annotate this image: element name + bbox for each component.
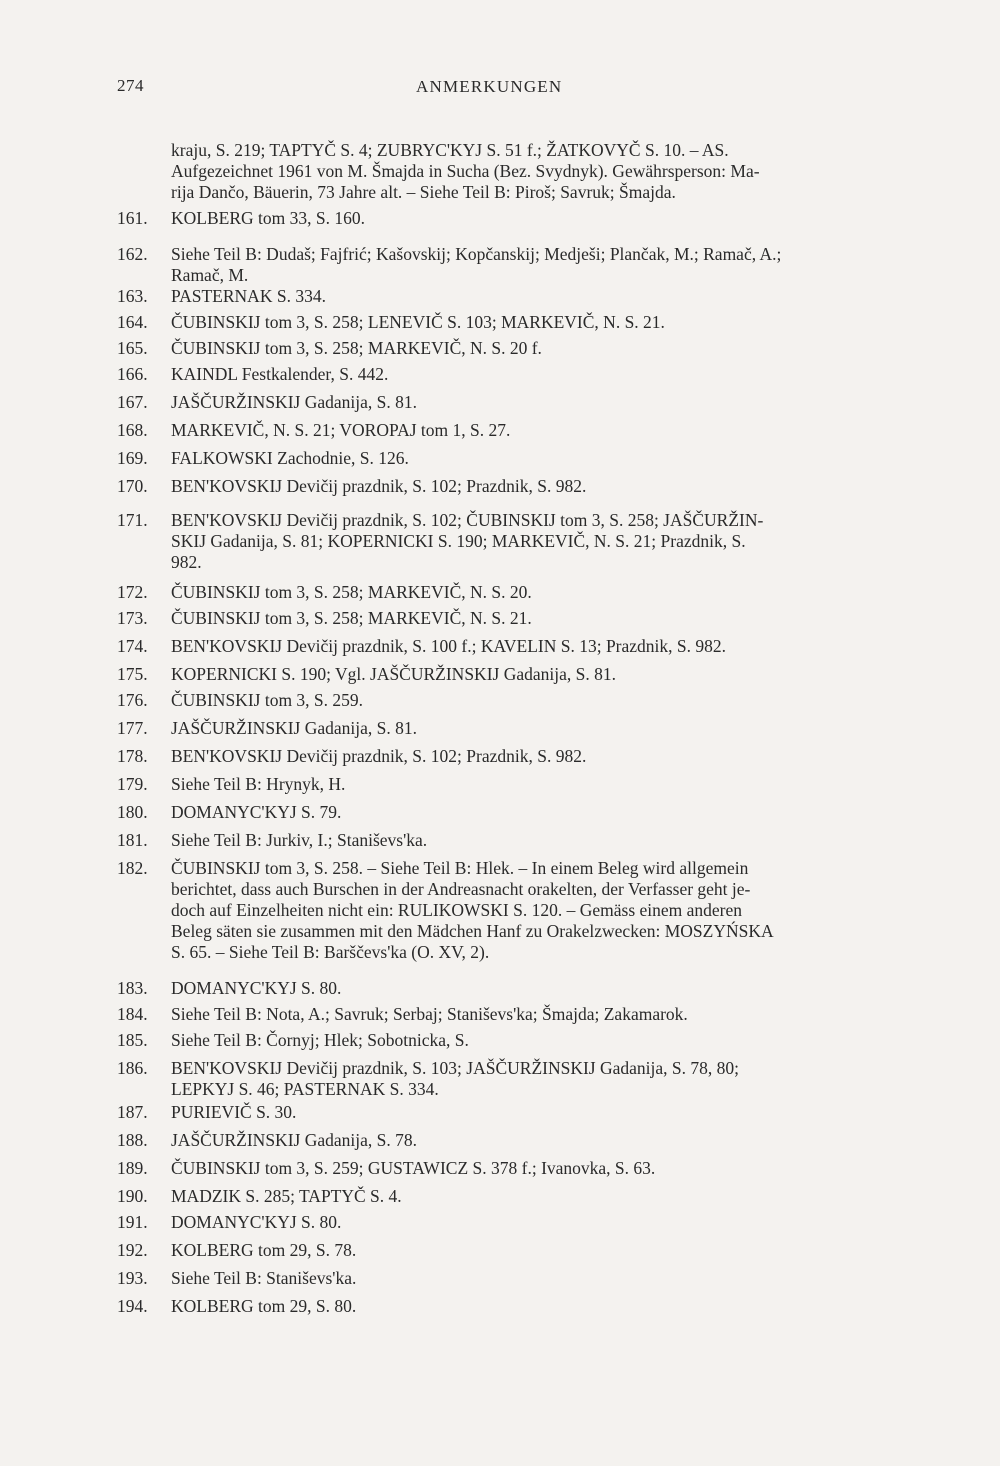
note-number: 176. (117, 690, 148, 710)
note-line: MARKEVIČ, N. S. 21; VOROPAJ tom 1, S. 27. (171, 420, 511, 440)
note-number: 182. (117, 858, 148, 878)
note-line: BEN'KOVSKIJ Devičij prazdnik, S. 100 f.; KAVELIN S. 13; Prazdnik, S. 982. (171, 636, 727, 656)
note-number: 181. (117, 830, 148, 850)
note-number: 174. (117, 636, 148, 656)
note-line: KAINDL Festkalender, S. 442. (171, 364, 389, 384)
note-text (171, 392, 881, 413)
note-text (171, 608, 881, 629)
note-number: 175. (117, 664, 148, 684)
note-number: 191. (117, 1212, 148, 1232)
note-text (171, 208, 881, 229)
note-text (171, 1130, 881, 1151)
note-number: 179. (117, 774, 148, 794)
note-line: MADZIK S. 285; TAPTYČ S. 4. (171, 1186, 402, 1206)
note-line: ČUBINSKIJ tom 3, S. 258; MARKEVIČ, N. S. 20 f. (171, 338, 542, 358)
note-text (171, 802, 881, 823)
note-line: DOMANYC'KYJ S. 79. (171, 802, 342, 822)
note-text (171, 1102, 881, 1123)
note-number: 168. (117, 420, 148, 440)
note-text (171, 858, 881, 963)
note-number: 192. (117, 1240, 148, 1260)
note-text (171, 338, 881, 359)
note-line: BEN'KOVSKIJ Devičij prazdnik, S. 103; JAŠČURŽINSKIJ Gadanija, S. 78, 80; (171, 1058, 739, 1078)
note-line: FALKOWSKI Zachodnie, S. 126. (171, 448, 409, 468)
note-line: ČUBINSKIJ tom 3, S. 258; MARKEVIČ, N. S. 21. (171, 608, 532, 628)
note-text (171, 286, 881, 307)
note-line: ČUBINSKIJ tom 3, S. 258. – Siehe Teil B: Hlek. – In einem Beleg wird allgemein (171, 858, 749, 878)
note-line: Beleg säten sie zusammen mit den Mädchen Hanf zu Orakelzwecken: MOSZYŃSKA (171, 921, 774, 941)
note-number: 188. (117, 1130, 148, 1150)
note-number: 161. (117, 208, 148, 228)
note-line: Siehe Teil B: Jurkiv, I.; Staniševs'ka. (171, 830, 428, 850)
note-line: Siehe Teil B: Čornyj; Hlek; Sobotnicka, S. (171, 1030, 469, 1050)
note-text (171, 140, 881, 203)
note-text (171, 1004, 881, 1025)
note-number: 180. (117, 802, 148, 822)
note-text (171, 1186, 881, 1207)
note-text (171, 830, 881, 851)
note-line: PASTERNAK S. 334. (171, 286, 326, 306)
note-line: Siehe Teil B: Nota, A.; Savruk; Serbaj; Staniševs'ka; Šmajda; Zakamarok. (171, 1004, 688, 1024)
note-line: JAŠČURŽINSKIJ Gadanija, S. 78. (171, 1130, 417, 1150)
note-number: 165. (117, 338, 148, 358)
note-number: 169. (117, 448, 148, 468)
page-number: 274 (117, 76, 144, 95)
note-line: KOLBERG tom 33, S. 160. (171, 208, 365, 228)
note-number: 177. (117, 718, 148, 738)
note-text (171, 1158, 881, 1179)
note-number: 170. (117, 476, 148, 496)
note-text (171, 774, 881, 795)
note-line: BEN'KOVSKIJ Devičij prazdnik, S. 102; Prazdnik, S. 982. (171, 746, 587, 766)
note-number: 186. (117, 1058, 148, 1078)
note-line: Aufgezeichnet 1961 von M. Šmajda in Sucha (Bez. Svydnyk). Gewährsperson: Ma- (171, 161, 760, 181)
note-number: 166. (117, 364, 148, 384)
note-line: ČUBINSKIJ tom 3, S. 258; MARKEVIČ, N. S. 20. (171, 582, 532, 602)
note-line: JAŠČURŽINSKIJ Gadanija, S. 81. (171, 392, 417, 412)
note-line: DOMANYC'KYJ S. 80. (171, 1212, 342, 1232)
note-line: BEN'KOVSKIJ Devičij prazdnik, S. 102; ČUBINSKIJ tom 3, S. 258; JAŠČURŽIN- (171, 510, 764, 530)
note-line: Ramač, M. (171, 265, 249, 285)
note-number: 162. (117, 244, 148, 264)
note-number: 194. (117, 1296, 148, 1316)
note-text (171, 1268, 881, 1289)
note-line: S. 65. – Siehe Teil B: Barščevs'ka (O. XV, 2). (171, 942, 490, 962)
note-line: KOLBERG tom 29, S. 78. (171, 1240, 357, 1260)
note-line: ČUBINSKIJ tom 3, S. 259. (171, 690, 364, 710)
note-line: ČUBINSKIJ tom 3, S. 259; GUSTAWICZ S. 378 f.; Ivanovka, S. 63. (171, 1158, 656, 1178)
note-text (171, 690, 881, 711)
note-text (171, 1296, 881, 1317)
note-line: kraju, S. 219; TAPTYČ S. 4; ZUBRYC'KYJ S. 51 f.; ŽATKOVYČ S. 10. – AS. (171, 140, 729, 160)
note-text (171, 582, 881, 603)
note-number: 185. (117, 1030, 148, 1050)
note-text (171, 364, 881, 385)
note-text (171, 746, 881, 767)
note-line: 982. (171, 552, 202, 572)
note-line: Siehe Teil B: Hrynyk, H. (171, 774, 346, 794)
note-line: Siehe Teil B: Staniševs'ka. (171, 1268, 357, 1288)
note-number: 187. (117, 1102, 148, 1122)
note-line: doch auf Einzelheiten nicht ein: RULIKOWSKI S. 120. – Gemäss einem anderen (171, 900, 743, 920)
note-text (171, 1212, 881, 1233)
note-number: 183. (117, 978, 148, 998)
note-line: berichtet, dass auch Burschen in der Andreasnacht orakelten, der Verfasser geht je- (171, 879, 751, 899)
note-number: 172. (117, 582, 148, 602)
note-text (171, 312, 881, 333)
note-number: 184. (117, 1004, 148, 1024)
note-line: rija Dančo, Bäuerin, 73 Jahre alt. – Siehe Teil B: Piroš; Savruk; Šmajda. (171, 182, 676, 202)
note-number: 178. (117, 746, 148, 766)
note-text (171, 718, 881, 739)
note-text (171, 664, 881, 685)
note-line: JAŠČURŽINSKIJ Gadanija, S. 81. (171, 718, 417, 738)
note-line: LEPKYJ S. 46; PASTERNAK S. 334. (171, 1079, 439, 1099)
note-text (171, 1240, 881, 1261)
note-line: SKIJ Gadanija, S. 81; KOPERNICKI S. 190; MARKEVIČ, N. S. 21; Prazdnik, S. (171, 531, 746, 551)
note-number: 164. (117, 312, 148, 332)
note-text (171, 420, 881, 441)
note-text (171, 1058, 881, 1100)
note-text (171, 448, 881, 469)
note-text (171, 244, 881, 286)
note-line: Siehe Teil B: Dudaš; Fajfrić; Kašovskij; Kopčanskij; Medješi; Plančak, M.; Ramač, A.; (171, 244, 782, 264)
note-text (171, 510, 881, 573)
note-line: PURIEVIČ S. 30. (171, 1102, 297, 1122)
note-line: BEN'KOVSKIJ Devičij prazdnik, S. 102; Prazdnik, S. 982. (171, 476, 587, 496)
note-line: DOMANYC'KYJ S. 80. (171, 978, 342, 998)
note-text (171, 978, 881, 999)
note-line: KOPERNICKI S. 190; Vgl. JAŠČURŽINSKIJ Gadanija, S. 81. (171, 664, 616, 684)
note-number: 167. (117, 392, 148, 412)
note-text (171, 476, 881, 497)
note-number: 193. (117, 1268, 148, 1288)
note-line: KOLBERG tom 29, S. 80. (171, 1296, 357, 1316)
note-number: 173. (117, 608, 148, 628)
note-text (171, 636, 881, 657)
note-text (171, 1030, 881, 1051)
note-number: 171. (117, 510, 148, 530)
note-number: 163. (117, 286, 148, 306)
note-number: 190. (117, 1186, 148, 1206)
note-line: ČUBINSKIJ tom 3, S. 258; LENEVIČ S. 103; MARKEVIČ, N. S. 21. (171, 312, 665, 332)
note-number: 189. (117, 1158, 148, 1178)
running-head: ANMERKUNGEN (416, 77, 563, 96)
